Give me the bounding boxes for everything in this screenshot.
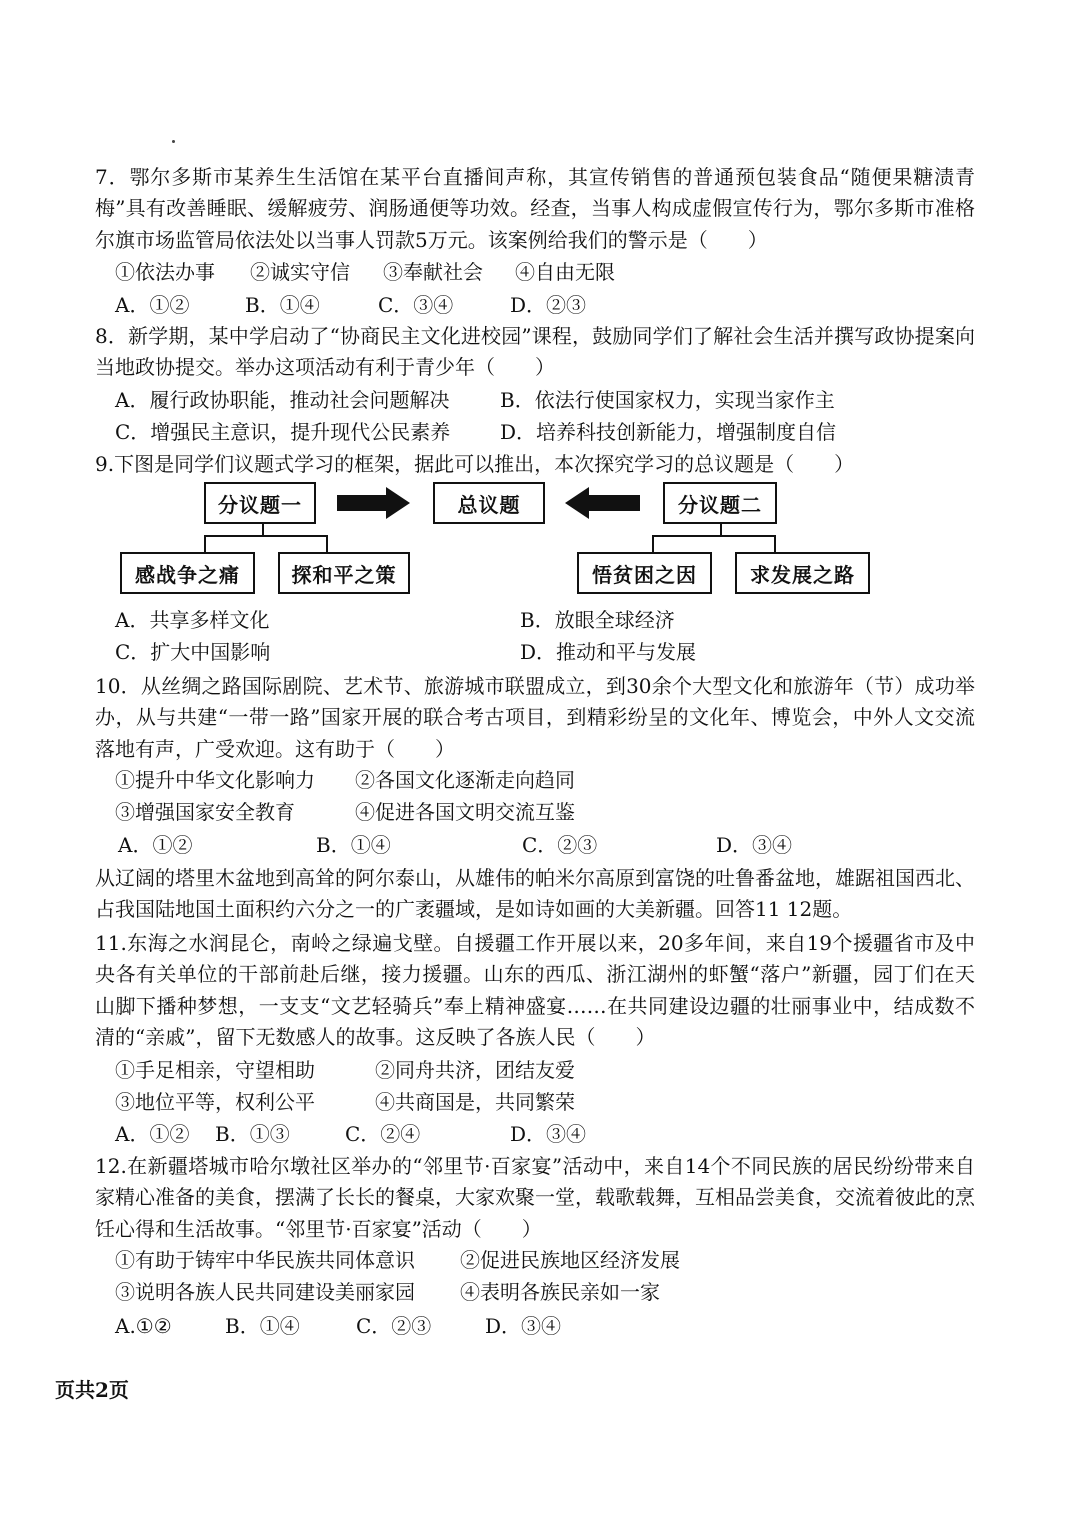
q11-choice-c: C．②④ [345, 1122, 421, 1146]
sub-topic-1b-box: 探和平之策 [278, 552, 410, 594]
q8-choice-c: C．增强民主意识，提升现代公民素养 [115, 420, 451, 444]
q10-item-3: ③增强国家安全教育 [115, 800, 295, 824]
q12-item-3: ③说明各族人民共同建设美丽家园 [115, 1280, 415, 1304]
q7-item-1: ①依法办事 [115, 260, 215, 284]
right-connector-bar [652, 535, 776, 537]
q9-choice-a: A．共享多样文化 [115, 608, 270, 632]
sub-topic-2b-box: 求发展之路 [735, 552, 870, 594]
right-connector-drop-1 [652, 535, 654, 552]
q10-item-4: ④促进各国文明交流互鉴 [355, 800, 575, 824]
left-connector-bar [204, 535, 328, 537]
q12-choice-c: C．②③ [356, 1314, 432, 1338]
q10-item-1: ①提升中华文化影响力 [115, 768, 315, 792]
q7-choice-c: C．③④ [378, 293, 454, 317]
q9-choice-b: B．放眼全球经济 [520, 608, 675, 632]
main-topic-box: 总议题 [433, 482, 545, 524]
q11-stem: 11.东海之水润昆仑，南岭之绿遍戈壁。自援疆工作开展以来，20多年间，来自19个援疆省市及中央各有关单位的干部前赴后继，接力援疆。山东的西瓜、浙江湖州的虾蟹“落户”新疆，园丁们在天山脚下播种梦想，一支支“文艺轻骑兵”奉上精神盛宴……在共同建设边疆的壮丽事业中，结成数不清的“亲戚”，留下无数感人的故事。这反映了各族人民（ ） [95, 931, 975, 1050]
q10-choice-c: C．②③ [522, 833, 598, 857]
q12-item-1: ①有助于铸牢中华民族共同体意识 [115, 1248, 415, 1272]
right-arrow-icon [386, 487, 410, 519]
q11-item-3: ③地位平等，权利公平 [115, 1090, 315, 1114]
sub-topic-2a-box: 悟贫困之因 [577, 552, 712, 594]
q12-stem: 12.在新疆塔城市哈尔墩社区举办的“邻里节·百家宴”活动中，来自14个不同民族的居民纷纷带来自家精心准备的美食，摆满了长长的餐桌，大家欢聚一堂，载歌载舞，互相品尝美食，交流着彼此的烹饪心得和生活故事。“邻里节·百家宴”活动（ ） [95, 1154, 975, 1241]
q8-choice-d: D．培养科技创新能力，增强制度自信 [500, 420, 837, 444]
intro-passage: 从辽阔的塔里木盆地到高耸的阿尔泰山，从雄伟的帕米尔高原到富饶的吐鲁番盆地，雄踞祖国西北、占我国陆地国土面积约六分之一的广袤疆域，是如诗如画的大美新疆。回答11 12题。 [95, 866, 975, 922]
q11-choice-a: A．①② [115, 1122, 190, 1146]
right-connector-drop-2 [774, 535, 776, 552]
sub-topic-1a-box: 感战争之痛 [120, 552, 255, 594]
left-arrow-icon [565, 487, 589, 519]
q9-stem: 9.下图是同学们议题式学习的框架，据此可以推出，本次探究学习的总议题是（ ） [95, 452, 855, 476]
q10-choice-b: B．①④ [316, 833, 391, 857]
q7-choice-b: B．①④ [245, 293, 320, 317]
q7-item-4: ④自由无限 [515, 260, 615, 284]
q8-choice-b: B．依法行使国家权力，实现当家作主 [500, 388, 835, 412]
right-arrow-shaft [588, 495, 640, 511]
q12-item-2: ②促进民族地区经济发展 [460, 1248, 680, 1272]
q9-choice-d: D．推动和平与发展 [520, 640, 697, 664]
q10-choice-a: A．①② [118, 833, 193, 857]
q11-item-4: ④共商国是，共同繁荣 [375, 1090, 575, 1114]
q11-item-1: ①手足相亲，守望相助 [115, 1058, 315, 1082]
q10-stem: 10．从丝绸之路国际剧院、艺术节、旅游城市联盟成立，到30余个大型文化和旅游年（节）成功举办，从与共建“一带一路”国家开展的联合考古项目，到精彩纷呈的文化年、博览会，中外人文交流落地有声，广受欢迎。这有助于（ ） [95, 674, 975, 761]
q7-item-3: ③奉献社会 [383, 260, 483, 284]
q7-choice-d: D．②③ [510, 293, 587, 317]
q7-item-2: ②诚实守信 [250, 260, 350, 284]
q12-choice-b: B．①④ [225, 1314, 300, 1338]
q12-item-4: ④表明各族民亲如一家 [460, 1280, 660, 1304]
q7-choice-a: A．①② [115, 293, 190, 317]
left-connector-drop-1 [204, 535, 206, 552]
q11-item-2: ②同舟共济，团结友爱 [375, 1058, 575, 1082]
scan-speck [172, 140, 175, 143]
q7-stem: 7．鄂尔多斯市某养生生活馆在某平台直播间声称，其宣传销售的普通预包装食品“随便果糖渍青梅”具有改善睡眠、缓解疲劳、润肠通便等功效。经查，当事人构成虚假宣传行为，鄂尔多斯市准格尔旗市场监管局依法处以当事人罚款5万元。该案例给我们的警示是（ ） [95, 165, 975, 252]
q11-choice-b: B．①③ [215, 1122, 290, 1146]
q12-choice-a: A.①② [115, 1314, 172, 1338]
q8-choice-a: A．履行政协职能，推动社会问题解决 [115, 388, 450, 412]
q12-choice-d: D．③④ [485, 1314, 562, 1338]
sub-topic-2-box: 分议题二 [663, 482, 777, 524]
q11-choice-d: D．③④ [510, 1122, 587, 1146]
q10-choice-d: D．③④ [716, 833, 793, 857]
q10-item-2: ②各国文化逐渐走向趋同 [355, 768, 575, 792]
q8-stem: 8．新学期，某中学启动了“协商民主文化进校园”课程，鼓励同学们了解社会生活并撰写政协提案向当地政协提交。举办这项活动有利于青少年（ ） [95, 324, 975, 380]
sub-topic-1-box: 分议题一 [204, 482, 316, 524]
left-arrow-shaft [337, 495, 387, 511]
q9-choice-c: C．扩大中国影响 [115, 640, 271, 664]
page-footer: 页共2页 [55, 1378, 129, 1402]
left-connector-drop-2 [326, 535, 328, 552]
